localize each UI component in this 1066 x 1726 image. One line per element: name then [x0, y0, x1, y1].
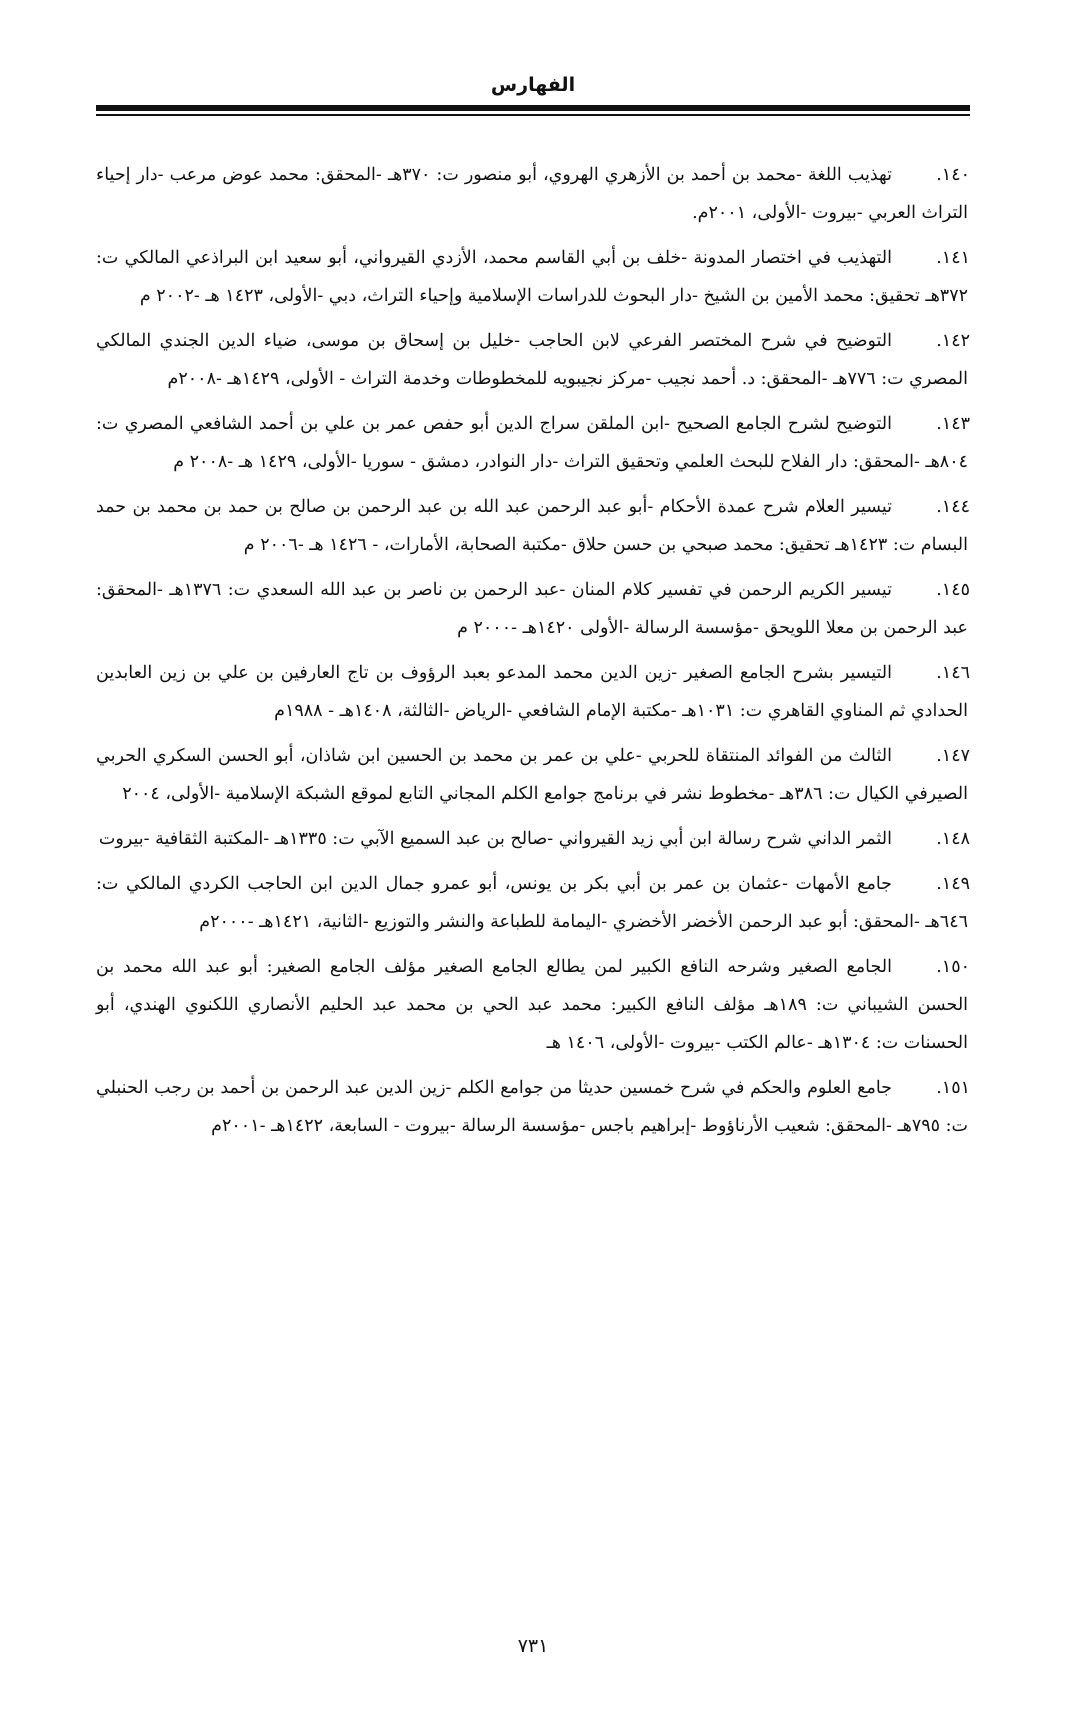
- entry-text: تيسير العلام شرح عمدة الأحكام -أبو عبد الرحمن عبد الله بن عبد الرحمن بن صالح بن حمد بن محمد بن حمد البسام ت: ١٤٢٣هـ تحقيق: محمد صبحي بن حسن حلاق -مكتبة الصحابة، الأمارات، - ١٤٢٦ هـ -٢٠٠٦ م: [96, 497, 968, 555]
- entry-number: ١٥١.: [936, 1078, 970, 1098]
- header-rule-thin: [96, 114, 970, 116]
- entry-number: ١٤٢.: [936, 331, 970, 351]
- bibliography-entry: [96, 322, 970, 398]
- bibliography-entry: [96, 156, 970, 232]
- entry-number: ١٤٨.: [936, 829, 970, 849]
- page-number: ٧٣١: [517, 1635, 549, 1657]
- entry-text: تيسير الكريم الرحمن في تفسير كلام المنان -عبد الرحمن بن ناصر بن عبد الله السعدي ت: ١٣٧٦هـ -المحقق: عبد الرحمن بن معلا اللويحق -مؤسسة الرسالة -الأولى ١٤٢٠هـ -٢٠٠٠ م: [96, 580, 968, 638]
- entry-text: الثالث من الفوائد المنتقاة للحربي -علي بن عمر بن محمد بن الحسين ابن شاذان، أبو الحسن السكري الحربي الصيرفي الكيال ت: ٣٨٦هـ -مخطوط نشر في برنامج جوامع الكلم المجاني التابع لموقع الشبكة الإسلامية -الأولى، ٢٠٠٤: [96, 746, 968, 804]
- entry-text: تهذيب اللغة -محمد بن أحمد بن الأزهري الهروي، أبو منصور ت: ٣٧٠هـ -المحقق: محمد عوض مرعب -دار إحياء التراث العربي -بيروت -الأولى، ٢٠٠١م.: [96, 165, 968, 223]
- entry-number: ١٤٤.: [936, 497, 970, 517]
- entry-text: التوضيح لشرح الجامع الصحيح -ابن الملقن سراج الدين أبو حفص عمر بن علي بن أحمد الشافعي المصري ت: ٨٠٤هـ -المحقق: دار الفلاح للبحث العلمي وتحقيق التراث -دار النوادر، دمشق - سوريا -الأولى، ١٤٢٩ هـ -٢٠٠٨ م: [96, 414, 968, 472]
- entry-text: الثمر الداني شرح رسالة ابن أبي زيد القيرواني -صالح بن عبد السميع الآبي ت: ١٣٣٥هـ -المكتبة الثقافية -بيروت: [98, 829, 892, 849]
- bibliography-entry: [96, 488, 970, 564]
- bibliography-entry: [96, 948, 970, 1062]
- entry-number: ١٤٩.: [936, 874, 970, 894]
- entry-number: ١٤٣.: [936, 414, 970, 434]
- entry-text: التوضيح في شرح المختصر الفرعي لابن الحاجب -خليل بن إسحاق بن موسى، ضياء الدين الجندي المالكي المصري ت: ٧٧٦هـ -المحقق: د. أحمد نجيب -مركز نجيبويه للمخطوطات وخدمة التراث - الأولى، ١٤٢٩هـ -٢٠٠٨م: [96, 331, 968, 389]
- entry-number: ١٤٦.: [936, 663, 970, 683]
- bibliography-entry: [96, 820, 970, 858]
- bibliography-entry: [96, 405, 970, 481]
- bibliography-list: [96, 156, 970, 1152]
- entry-number: ١٥٠.: [936, 957, 970, 977]
- entry-text: التهذيب في اختصار المدونة -خلف بن أبي القاسم محمد، الأزدي القيرواني، أبو سعيد ابن البراذعي المالكي ت: ٣٧٢هـ تحقيق: محمد الأمين بن الشيخ -دار البحوث للدراسات الإسلامية وإحياء التراث، دبي -الأولى، ١٤٢٣ هـ -٢٠٠٢ م: [96, 248, 968, 306]
- entry-text: الجامع الصغير وشرحه النافع الكبير لمن يطالع الجامع الصغير مؤلف الجامع الصغير: أبو عبد الله محمد بن الحسن الشيباني ت: ١٨٩هـ مؤلف النافع الكبير: محمد عبد الحي بن محمد عبد الحليم الأنصاري اللكنوي الهندي، أبو الحسنات ت: ١٣٠٤هـ -عالم الكتب -بيروت -الأولى، ١٤٠٦ هـ: [96, 957, 969, 1053]
- entry-number: ١٤١.: [936, 248, 970, 268]
- entry-text: التيسير بشرح الجامع الصغير -زين الدين محمد المدعو بعبد الرؤوف بن تاج العارفين بن علي بن زين العابدين الحدادي ثم المناوي القاهري ت: ١٠٣١هـ -مكتبة الإمام الشافعي -الرياض -الثالثة، ١٤٠٨هـ - ١٩٨٨م: [96, 663, 968, 721]
- entry-number: ١٤٧.: [936, 746, 970, 766]
- bibliography-entry: [96, 1069, 970, 1145]
- entry-number: ١٤٠.: [936, 165, 970, 185]
- bibliography-entry: [96, 654, 970, 730]
- page-header-title: الفهارس: [490, 74, 576, 96]
- header-rule-thick: [96, 105, 970, 111]
- bibliography-entry: [96, 571, 970, 647]
- bibliography-entry: [96, 239, 970, 315]
- entry-text: جامع العلوم والحكم في شرح خمسين حديثا من جوامع الكلم -زين الدين عبد الرحمن بن أحمد بن رجب الحنبلي ت: ٧٩٥هـ -المحقق: شعيب الأرناؤوط -إبراهيم باجس -مؤسسة الرسالة -بيروت - السابعة، ١٤٢٢هـ -٢٠٠١م: [96, 1078, 968, 1136]
- bibliography-entry: [96, 865, 970, 941]
- entry-text: جامع الأمهات -عثمان بن عمر بن أبي بكر بن يونس، أبو عمرو جمال الدين ابن الحاجب الكردي المالكي ت: ٦٤٦هـ -المحقق: أبو عبد الرحمن الأخضر الأخضري -اليمامة للطباعة والنشر والتوزيع -الثانية، ١٤٢١هـ -٢٠٠٠م: [96, 874, 968, 932]
- bibliography-entry: [96, 737, 970, 813]
- entry-number: ١٤٥.: [936, 580, 970, 600]
